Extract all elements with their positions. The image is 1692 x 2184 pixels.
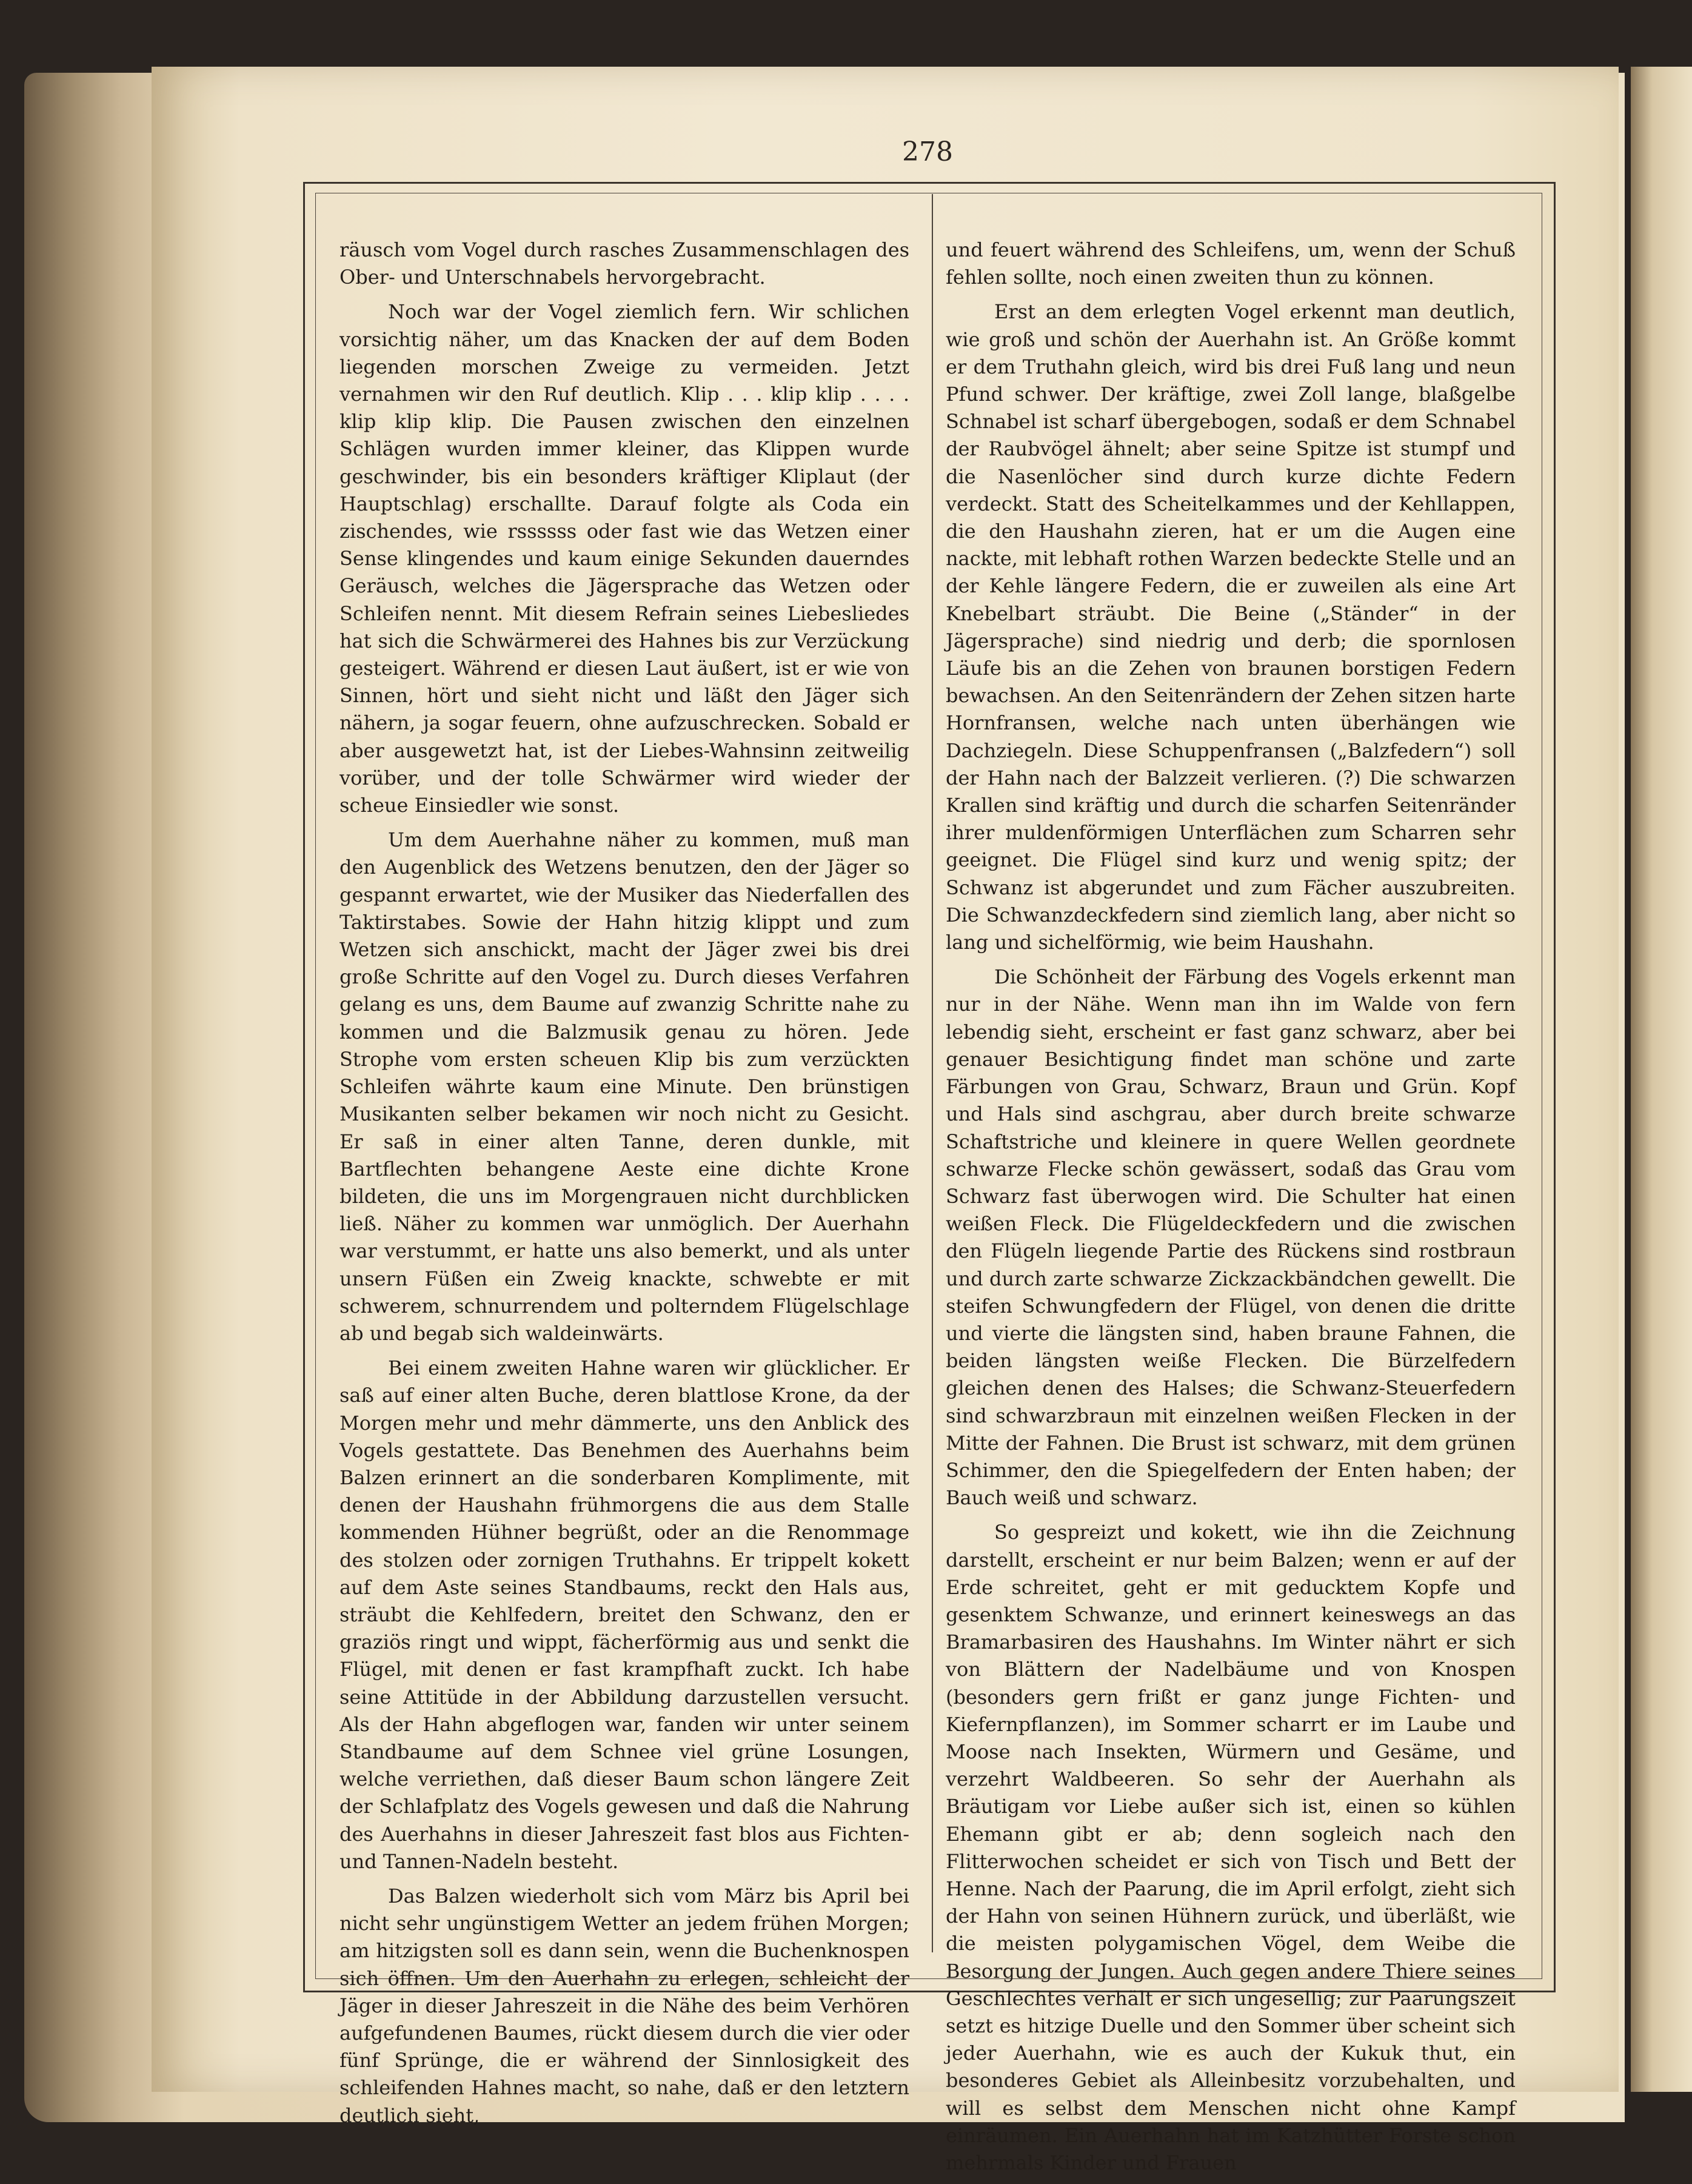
right-column [946,236,1516,2184]
facing-page-edge [1631,67,1692,2092]
page-number: 278 [902,136,953,167]
paragraph: Erst an dem erlegten Vogel erkennt man deutlich, wie groß und schön der Auerhahn ist. An Größe kommt er dem Truthahn gleich, wird bis drei Fuß lang und neun Pfund schwer. Der kräftige, zwei Zoll lange, blaßgelbe Schnabel ist scharf übergebogen, sodaß er dem Schnabel der Raubvögel ähnelt; aber seine Spitze ist stumpf und die Nasenlöcher sind durch kurze dichte Federn verdeckt. Statt des Scheitelkammes und der Kehllappen, die den Haushahn zieren, hat er um die Augen eine nackte, mit lebhaft rothen Warzen bedeckte Stelle und an der Kehle längere Federn, die er zuweilen als eine Art Knebelbart sträubt. Die Beine („Ständer“ in der Jägersprache) sind niedrig und derb; die spornlosen Läufe bis an die Zehen von braunen borstigen Federn bewachsen. An den Seitenrändern der Zehen sitzen harte Hornfransen, welche nach unten überhängen wie Dachziegeln. Diese Schuppenfransen („Balzfedern“) soll der Hahn nach der Balzzeit verlieren. (?) Die schwarzen Krallen sind kräftig und durch die scharfen Seitenränder ihrer muldenförmigen Unterflächen zum Scharren sehr geeignet. Die Flügel sind kurz und wenig spitz; der Schwanz ist abgerundet und zum Fächer auszubreiten. Die Schwanzdeckfedern sind ziemlich lang, aber nicht so lang und sichelförmig, wie beim Haushahn. [946,300,1516,954]
paragraph: Noch war der Vogel ziemlich fern. Wir schlichen vorsichtig näher, um das Knacken der auf dem Boden liegenden morschen Zweige zu vermeiden. Jetzt vernahmen wir den Ruf deutlich. Klip . . . klip klip . . . . klip klip klip. Die Pausen zwischen den einzelnen Schlägen wurden immer kleiner, das Klippen wurde geschwinder, bis ein besonders kräftiger Kliplaut (der Hauptschlag) erschallte. Darauf folgte als Coda ein zischendes, wie rssssss oder fast wie das Wetzen einer Sense klingendes und kaum einige Sekunden dauerndes Geräusch, welches die Jägersprache das Wetzen oder Schleifen nennt. Mit diesem Refrain seines Liebesliedes hat sich die Schwärmerei des Hahnes bis zur Verzückung gesteigert. Während er diesen Laut äußert, ist er wie von Sinnen, hört und sieht nicht und läßt den Jäger sich nähern, ja sogar feuern, ohne aufzuschrecken. Sobald er aber ausgewetzt hat, ist der Liebes-Wahnsinn zeitweilig vorüber, und der tolle Schwärmer wird wieder der scheue Einsiedler wie sonst. [339,300,909,817]
paragraph: und feuert während des Schleifens, um, wenn der Schuß fehlen sollte, noch einen zweiten thun zu können. [946,238,1516,289]
paragraph: So gespreizt und kokett, wie ihn die Zeichnung darstellt, erscheint er nur beim Balzen; wenn er auf der Erde schreitet, geht er mit geducktem Kopfe und gesenktem Schwanze, und erinnert keineswegs an das Bramarbasiren des Haushahns. Im Winter nährt er sich von Blättern der Nadelbäume und von Knospen (besonders gern frißt er ganz junge Fichten- und Kiefernpflanzen), im Sommer scharrt er im Laube und Moose nach Insekten, Würmern und Gesäme, und verzehrt Waldbeeren. So sehr der Auerhahn als Bräutigam vor Liebe außer sich ist, einen so kühlen Ehemann gibt er ab; denn sogleich nach den Flitterwochen scheidet er sich von Tisch und Bett der Henne. Nach der Paarung, die im April erfolgt, zieht sich der Hahn von seinen Hühnern zurück, und überläßt, wie die meisten polygamischen Vögel, dem Weibe die Besorgung der Jungen. Auch gegen andere Thiere seines Geschlechtes verhält er sich ungesellig; zur Paarungszeit setzt es hitzige Duelle und den Sommer über scheint sich jeder Auerhahn, wie es auch der Kukuk thut, ein besonderes Gebiet als Alleinbesitz vorzubehalten, und will es selbst dem Menschen nicht ohne Kampf einräumen. Ein Auerhahn hat im Katzhütter Forste schon mehrmals Kinder und Frauen [946,1521,1516,2175]
paragraph: räusch vom Vogel durch rasches Zusammenschlagen des Ober- und Unterschnabels hervorgebracht. [339,238,909,289]
paragraph: Bei einem zweiten Hahne waren wir glücklicher. Er saß auf einer alten Buche, deren blattlose Krone, da der Morgen mehr und mehr dämmerte, uns den Anblick des Vogels gestattete. Das Benehmen des Auerhahns beim Balzen erinnert an die sonderbaren Komplimente, mit denen der Haushahn frühmorgens die aus dem Stalle kommenden Hühner begrüßt, oder an die Renommage des stolzen oder zornigen Truthahns. Er trippelt kokett auf dem Aste seines Standbaums, reckt den Hals aus, sträubt die Kehlfedern, breitet den Schwanz, den er graziös ringt und wippt, fächerförmig aus und senkt die Flügel, mit denen er fast krampfhaft zuckt. Ich habe seine Attitüde in der Abbildung darzustellen versucht. Als der Hahn abgeflogen war, fanden wir unter seinem Standbaume auf dem Schnee viel grüne Losungen, welche verriethen, daß dieser Baum schon längere Zeit der Schlafplatz des Vogels gewesen und daß die Nahrung des Auerhahns in dieser Jahreszeit fast blos aus Fichten- und Tannen-Nadeln besteht. [339,1356,909,1873]
paragraph: Die Schönheit der Färbung des Vogels erkennt man nur in der Nähe. Wenn man ihn im Walde von fern lebendig sieht, erscheint er fast ganz schwarz, aber bei genauer Besichtigung findet man schöne und zarte Färbungen von Grau, Schwarz, Braun und Grün. Kopf und Hals sind aschgrau, aber durch breite schwarze Schaftstriche und kleinere in quere Wellen geordnete schwarze Flecke schön gewässert, sodaß das Grau vom Schwarz fast überwogen wird. Die Schulter hat einen weißen Fleck. Die Flügeldeckfedern und die zwischen den Flügeln liegende Partie des Rückens sind rostbraun und durch zarte schwarze Zickzackbändchen gewellt. Die steifen Schwungfedern der Flügel, von denen die dritte und vierte die längsten sind, haben braune Fahnen, die beiden längsten weiße Flecken. Die Bürzelfedern gleichen denen des Halses; die Schwanz-Steuerfedern sind schwarzbraun mit einzelnen weißen Flecken in der Mitte der Fahnen. Die Brust ist schwarz, mit dem grünen Schimmer, den die Spiegelfedern der Enten haben; der Bauch weiß und schwarz. [946,965,1516,1510]
column-divider [932,194,933,1952]
left-column [339,236,909,2137]
paragraph: Das Balzen wiederholt sich vom März bis April bei nicht sehr ungünstigem Wetter an jedem frühen Morgen; am hitzigsten soll es dann sein, wenn die Buchenknospen sich öffnen. Um den Auerhahn zu erlegen, schleicht der Jäger in dieser Jahreszeit in die Nähe des beim Verhören aufgefundenen Baumes, rückt diesem durch die vier oder fünf Sprünge, die er während der Sinnlosigkeit des schleifenden Hahnes macht, so nahe, daß er den letztern deutlich sieht, [339,1884,909,2127]
paragraph: Um dem Auerhahne näher zu kommen, muß man den Augenblick des Wetzens benutzen, den der Jäger so gespannt erwartet, wie der Musiker das Niederfallen des Taktirstabes. Sowie der Hahn hitzig klippt und zum Wetzen sich anschickt, macht der Jäger zwei bis drei große Schritte auf den Vogel zu. Durch dieses Verfahren gelang es uns, dem Baume auf zwanzig Schritte nahe zu kommen und die Balzmusik genau zu hören. Jede Strophe vom ersten scheuen Klip bis zum verzückten Schleifen währte kaum eine Minute. Den brünstigen Musikanten selber bekamen wir noch nicht zu Gesicht. Er saß in einer alten Tanne, deren dunkle, mit Bartflechten behangene Aeste eine dichte Krone bildeten, die uns im Morgengrauen nicht durchblicken ließ. Näher zu kommen war unmöglich. Der Auerhahn war verstummt, er hatte uns also bemerkt, und als unter unsern Füßen ein Zweig knackte, schwebte er mit schwerem, schnurrendem und polterndem Flügelschlage ab und begab sich waldeinwärts. [339,828,909,1345]
